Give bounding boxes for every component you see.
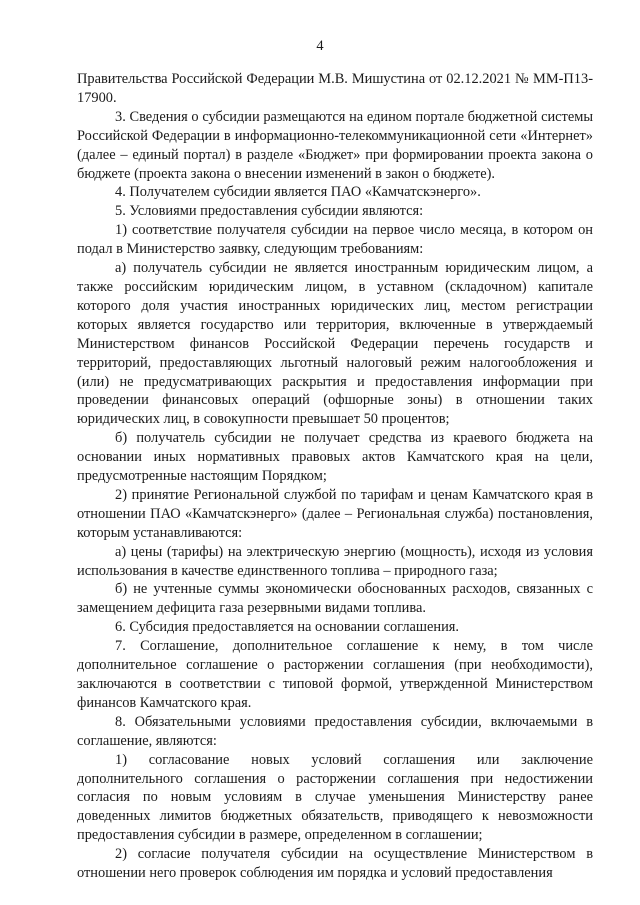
paragraph-5-item-1b: б) получатель субсидии не получает средства из краевого бюджета на основании иных нормативных правовых актов Камчатского края на цели, предусмотренные настоящим Порядком; bbox=[77, 430, 593, 485]
document-body bbox=[77, 70, 593, 883]
paragraph-6: 6. Субсидия предоставляется на основании соглашения. bbox=[115, 619, 459, 636]
paragraph-8-item-1: 1) согласование новых условий соглашения или заключение дополнительного соглашения о расторжении соглашения при недостижении согласия по новым условиям в случае уменьшения Министерству ранее доведенных лимитов бюджетных обязательств, приводящего к невозможности предоставления субсидии в размере, определенном в соглашении; bbox=[77, 751, 593, 844]
paragraph-5-item-1a: а) получатель субсидии не является иностранным юридическим лицом, а также российским юридическим лицом, в уставном (складочном) капитале которого доля участия иностранных юридических лиц, местом регистрации которых является государство или территория, включенные в утверждаемый Министерством финансов Российской Федерации перечень государств и территорий, предоставляющих льготный налоговый режим налогообложения и (или) не предусматривающих раскрытия и предоставления информации при проведении финансовых операций (офшорные зоны) в отношении таких юридических лиц, в совокупности превышает 50 процентов; bbox=[77, 260, 593, 428]
paragraph-3: 3. Сведения о субсидии размещаются на едином портале бюджетной системы Российской Федерации в информационно-телекоммуникационной сети «Интернет» (далее – единый портал) в разделе «Бюджет» при формировании проекта закона о бюджете (проекта закона о внесении изменений в закон о бюджете). bbox=[77, 108, 593, 182]
paragraph-8: 8. Обязательными условиями предоставления субсидии, включаемыми в соглашение, являются: bbox=[77, 713, 593, 749]
paragraph-5: 5. Условиями предоставления субсидии являются: bbox=[115, 203, 424, 220]
paragraph-5-item-1: 1) соответствие получателя субсидии на первое число месяца, в котором он подал в Министерство заявку, следующим требованиям: bbox=[77, 222, 593, 258]
page-number: 4 bbox=[316, 38, 324, 54]
paragraph-continuation: Правительства Российской Федерации М.В. Мишустина от 02.12.2021 № ММ-П13-17900. bbox=[77, 71, 593, 106]
paragraph-5-item-2: 2) принятие Региональной службой по тарифам и ценам Камчатского края в отношении ПАО «Камчатскэнерго» (далее – Региональная служба) постановления, которым устанавливаются: bbox=[77, 486, 593, 541]
paragraph-5-item-2b: б) не учтенные суммы экономически обоснованных расходов, связанных с замещением дефицита газа резервными видами топлива. bbox=[77, 581, 593, 617]
paragraph-5-item-2a: а) цены (тарифы) на электрическую энергию (мощность), исходя из условия использования в качестве единственного топлива – природного газа; bbox=[77, 543, 593, 579]
paragraph-4: 4. Получателем субсидии является ПАО «Камчатскэнерго». bbox=[115, 184, 481, 201]
paragraph-8-item-2: 2) согласие получателя субсидии на осуществление Министерством в отношении него проверок соблюдения им порядка и условий предоставления bbox=[77, 846, 593, 882]
paragraph-7: 7. Соглашение, дополнительное соглашение к нему, в том числе дополнительное соглашение о расторжении соглашения (при необходимости), заключаются в соответствии с типовой формой, утвержденной Министерством финансов Камчатского края. bbox=[77, 638, 593, 711]
